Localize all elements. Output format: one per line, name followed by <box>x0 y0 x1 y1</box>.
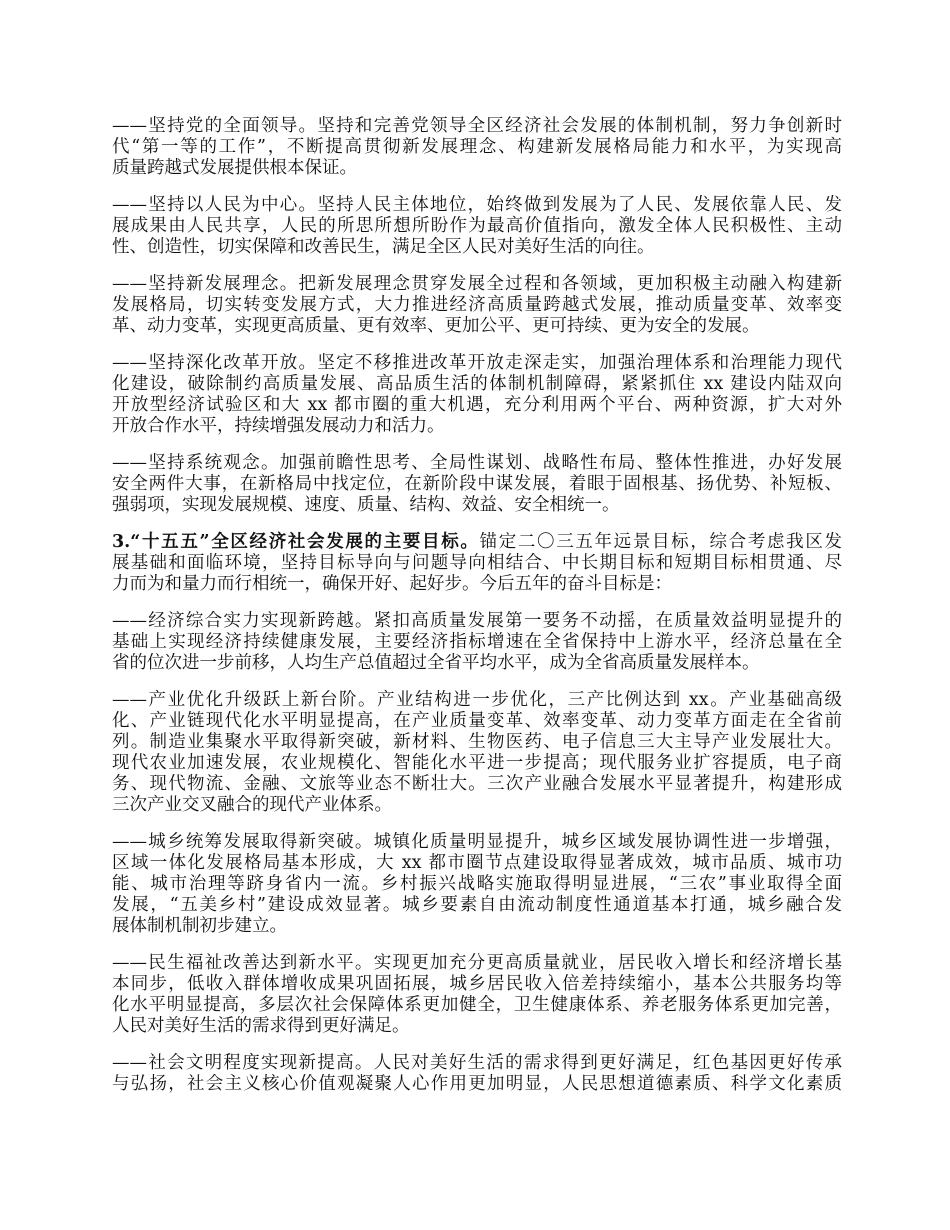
text-line <box>112 1074 842 1095</box>
text-line <box>112 274 842 295</box>
text-line <box>112 137 842 158</box>
text-line <box>112 195 842 216</box>
text-line <box>112 416 842 437</box>
text-line <box>112 753 842 774</box>
paragraph <box>112 195 842 258</box>
paragraph <box>112 353 842 437</box>
text-line <box>112 795 842 816</box>
text-line <box>112 853 842 874</box>
text-line <box>112 532 842 553</box>
line-text: 化、产业链现代化水平明显提高，在产业质量变革、效率变革、动力变革方面走在全省前 <box>112 711 842 731</box>
line-text: 本同步，低收入群体增收成果巩固拓展，城乡居民收入倍差持续缩小，基本公共服务均等 <box>112 974 842 994</box>
text-line <box>112 453 842 474</box>
paragraph <box>112 611 842 674</box>
line-text: 务、现代物流、金融、文旅等业态不断壮大。三次产业融合发展水平显著提升，构建形成 <box>112 774 842 794</box>
line-text: 发展格局，切实转变发展方式，大力推进经济高质量跨越式发展，推动质量变革、效率变 <box>112 295 842 315</box>
line-text: 发展，“五美乡村”建设成效显著。城乡要素自由流动制度性通道基本打通，城乡融合发 <box>112 895 842 915</box>
text-line <box>112 574 842 595</box>
line-text: ——社会文明程度实现新提高。人民对美好生活的需求得到更好满足，红色基因更好传承 <box>112 1053 842 1073</box>
line-text: 化水平明显提高，多层次社会保障体系更加健全，卫生健康体系、养老服务体系更加完善， <box>112 995 842 1015</box>
paragraph <box>112 532 842 595</box>
line-text: 区域一体化发展格局基本形成，大 xx 都市圈节点建设取得显著成效，城市品质、城市功 <box>112 853 842 873</box>
text-line <box>112 1016 842 1037</box>
text-line <box>112 1053 842 1074</box>
line-text: ——城乡统筹发展取得新突破。城镇化质量明显提升，城乡区域发展协调性进一步增强， <box>112 832 842 852</box>
line-text: 质量跨越式发展提供根本保证。 <box>112 158 357 178</box>
line-text: 锚定二〇三五年远景目标，综合考虑我区发 <box>479 532 842 552</box>
text-line <box>112 995 842 1016</box>
line-text: 三次产业交叉融合的现代产业体系。 <box>112 795 392 815</box>
section-heading: 3.“十五五”全区经济社会发展的主要目标。 <box>112 532 480 552</box>
line-text: 革、动力变革，实现更高质量、更有效率、更加公平、更可持续、更为安全的发展。 <box>112 316 760 336</box>
line-text: ——坚持系统观念。加强前瞻性思考、全局性谋划、战略性布局、整体性推进，办好发展 <box>112 453 842 473</box>
paragraph <box>112 116 842 179</box>
text-line <box>112 237 842 258</box>
line-text: 力而为和量力而行相统一，确保开好、起好步。今后五年的奋斗目标是： <box>112 574 672 594</box>
text-line <box>112 395 842 416</box>
line-text: 强弱项，实现发展规模、速度、质量、结构、效益、安全相统一。 <box>112 495 620 515</box>
text-line <box>112 895 842 916</box>
text-line <box>112 874 842 895</box>
line-text: 代“第一等的工作”，不断提高贯彻新发展理念、构建新发展格局能力和水平，为实现高 <box>112 137 842 157</box>
line-text: 开放合作水平，持续增强发展动力和活力。 <box>112 416 445 436</box>
line-text: 化建设，破除制约高质量发展、高品质生活的体制机制障碍，紧紧抓住 xx 建设内陆双向 <box>112 374 842 394</box>
line-text: ——民生福祉改善达到新水平。实现更加充分更高质量就业，居民收入增长和经济增长基 <box>112 953 842 973</box>
text-line <box>112 116 842 137</box>
text-line <box>112 611 842 632</box>
text-line <box>112 832 842 853</box>
text-line <box>112 690 842 711</box>
line-text: 人民对美好生活的需求得到更好满足。 <box>112 1016 410 1036</box>
text-line <box>112 553 842 574</box>
line-text: 能、城市治理等跻身省内一流。乡村振兴战略实施取得明显进展，“三农”事业取得全面 <box>112 874 842 894</box>
paragraph <box>112 832 842 937</box>
paragraph <box>112 453 842 516</box>
text-line <box>112 353 842 374</box>
paragraph <box>112 1053 842 1095</box>
line-text: 性、创造性，切实保障和改善民生，满足全区人民对美好生活的向往。 <box>112 237 655 257</box>
text-line <box>112 474 842 495</box>
line-text: ——坚持以人民为中心。坚持人民主体地位，始终做到发展为了人民、发展依靠人民、发 <box>112 195 842 215</box>
text-line <box>112 632 842 653</box>
line-text: ——坚持深化改革开放。坚定不移推进改革开放走深走实，加强治理体系和治理能力现代 <box>112 353 842 373</box>
line-text: 现代农业加速发展，农业规模化、智能化水平进一步提高；现代服务业扩容提质，电子商 <box>112 753 842 773</box>
line-text: 与弘扬，社会主义核心价值观凝聚人心作用更加明显，人民思想道德素质、科学文化素质 <box>112 1074 842 1094</box>
line-text: ——经济综合实力实现新跨越。紧扣高质量发展第一要务不动摇，在质量效益明显提升的 <box>112 611 842 631</box>
document-body <box>112 116 842 1111</box>
line-text: ——产业优化升级跃上新台阶。产业结构进一步优化，三产比例达到 xx。产业基础高级 <box>112 690 842 710</box>
text-line <box>112 732 842 753</box>
paragraph <box>112 690 842 816</box>
text-line <box>112 953 842 974</box>
text-line <box>112 916 842 937</box>
paragraph <box>112 274 842 337</box>
line-text: 开放型经济试验区和大 xx 都市圈的重大机遇，充分利用两个平台、两种资源，扩大对外 <box>112 395 842 415</box>
line-text: ——坚持新发展理念。把新发展理念贯穿发展全过程和各领域，更加积极主动融入构建新 <box>112 274 842 294</box>
text-line <box>112 158 842 179</box>
text-line <box>112 495 842 516</box>
text-line <box>112 374 842 395</box>
line-text: 展体制机制初步建立。 <box>112 916 287 936</box>
text-line <box>112 295 842 316</box>
line-text: ——坚持党的全面领导。坚持和完善党领导全区经济社会发展的体制机制，努力争创新时 <box>112 116 842 136</box>
line-text: 省的位次进一步前移，人均生产总值超过全省平均水平，成为全省高质量发展样本。 <box>112 653 760 673</box>
text-line <box>112 216 842 237</box>
line-text: 安全两件大事，在新格局中找定位，在新阶段中谋发展，着眼于固根基、扬优势、补短板、 <box>112 474 842 494</box>
text-line <box>112 711 842 732</box>
paragraph <box>112 953 842 1037</box>
line-text: 基础上实现经济持续健康发展，主要经济指标增速在全省保持中上游水平，经济总量在全 <box>112 632 842 652</box>
text-line <box>112 316 842 337</box>
text-line <box>112 653 842 674</box>
text-line <box>112 774 842 795</box>
line-text: 展成果由人民共享，人民的所思所想所盼作为最高价值指向，激发全体人民积极性、主动 <box>112 216 842 236</box>
text-line <box>112 974 842 995</box>
line-text: 展基础和面临环境，坚持目标导向与问题导向相结合、中长期目标和短期目标相贯通、尽 <box>112 553 842 573</box>
line-text: 列。制造业集聚水平取得新突破，新材料、生物医药、电子信息三大主导产业发展壮大。 <box>112 732 842 752</box>
